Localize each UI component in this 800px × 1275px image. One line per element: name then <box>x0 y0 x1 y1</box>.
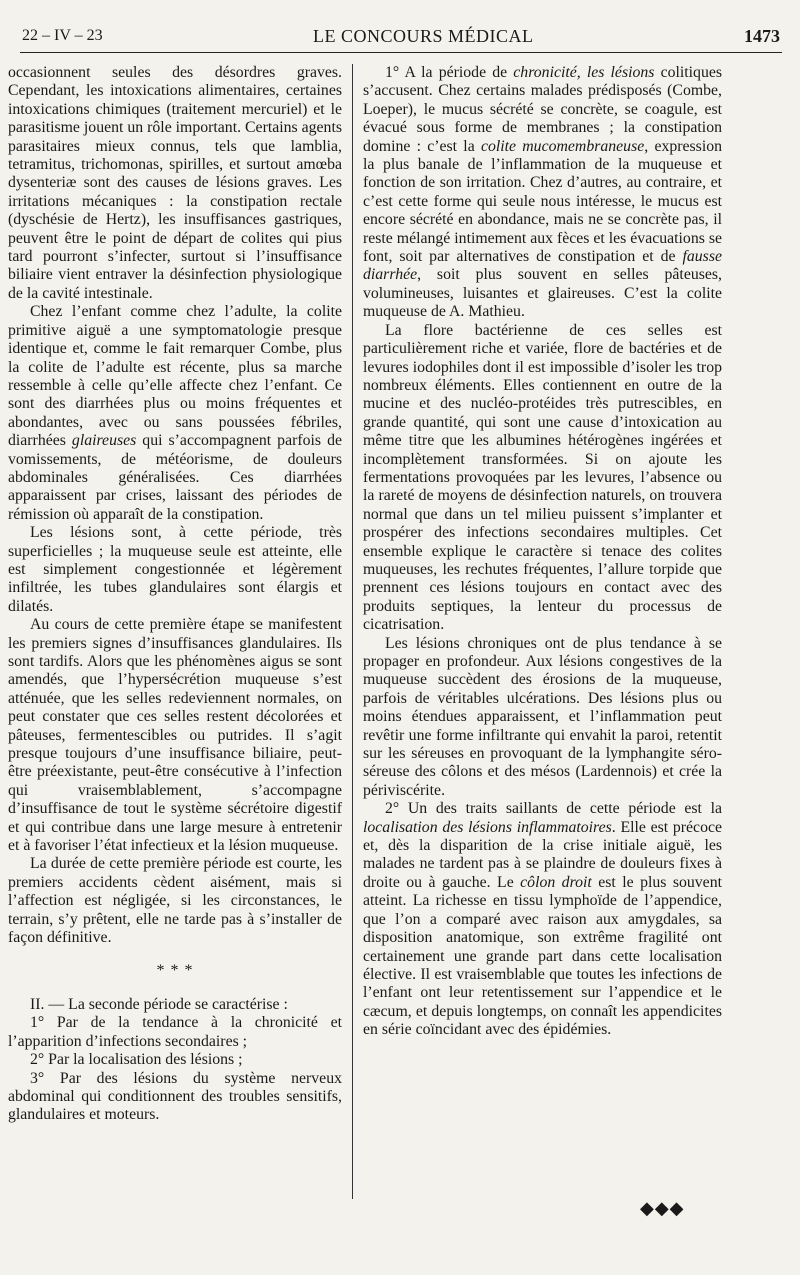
emphasis: côlon droit <box>520 873 592 891</box>
emphasis: colite mucomembraneuse <box>480 137 645 155</box>
journal-title: LE CONCOURS MÉDICAL <box>313 25 534 46</box>
paragraph <box>363 800 722 1039</box>
text-run: . Elle est précoce et, dès la disparition de la crise initiale aiguë, les malades ne tardent pas à se plaindre de douleurs fixes à droite ou à gauche. Le <box>363 818 722 891</box>
paragraph: Les lésions chroniques ont de plus tendance à se propager en profondeur. Aux lésions congestives de la muqueuse succèdent des érosions de la muqueuse, parfois de véritables ulcérations. Des lésions plus ou moins étendues apparaissent, et l’inflammation peut revêtir une forme infiltrante qui envahit la paroi, retentit sur les séreuses en provoquant de la lymphangite séro-séreuse des côlons et des mésos (Lardennois) et crée la périviscérite. <box>363 634 722 799</box>
paragraph: La durée de cette première période est courte, les premiers accidents cèdent aisément, mais si l’affection est négligée, si les circonstances, le terrain, s’y prêtent, elle ne tarde pas à s’installer de façon définitive. <box>8 855 342 947</box>
text-run: 2° Un des traits saillants de cette période est la <box>385 800 722 818</box>
section-separator: * * * <box>156 961 194 979</box>
paragraph: Les lésions sont, à cette période, très superficielles ; la muqueuse seule est atteinte, elle est simplement congestionnée et légèrement infiltrée, les tubes glandulaires sont élargis et dilatés. <box>8 524 342 615</box>
list-item: 3° Par des lésions du système nerveux abdominal qui conditionnent des troubles sensitifs, glandulaires et moteurs. <box>8 1069 342 1124</box>
paragraph <box>8 303 342 524</box>
text-run: , expression la plus banale de l’inflammation de la muqueuse et fonction de son irritation. Chez d’autres, au contraire, et c’est cette forme qui seule nous intéresse, le mucus est encore sécrété en abondance, mais ne se concrète pas, il reste mélangé intimement aux fèces et les évacuations se font, soit par alternatives de constipation et de <box>363 137 722 266</box>
emphasis: chronicité, les lésions <box>513 64 655 81</box>
emphasis: fausse diarrhée <box>363 248 722 284</box>
text-run: Chez l’enfant comme chez l’adulte, la colite primitive aiguë a une symptomatologie presque identique et, comme le fait remarquer Combe, plus la colite de l’adulte est récente, plus sa marche ressemble à celle qu’elle affecte chez l’enfant. Ce sont des diarrhées plus ou moins fréquentes et abondantes, avec ou sans poussées fébriles, diarrhées <box>8 303 342 450</box>
section-heading: II. — La seconde période se caractérise : <box>30 995 288 1013</box>
paragraph <box>363 64 722 322</box>
end-ornament: ◆◆◆ <box>640 1198 685 1218</box>
paragraph: La flore bactérienne de ces selles est particulièrement riche et variée, flore de bactéries et de levures iodophiles dont il est impossible d’isoler les trop nombreux éléments. Elles contiennent en outre de la mucine et des nucléo-protéides très putrescibles, en grande quantité, qui sont une cause d’intoxication au même titre que les albumines hétérogènes ingérées et incomplètement transformées. Si on ajoute les fermentations provoquées par les levures, l’absence ou la rareté de moyens de désinfection naturels, on trouvera normal que dans un tel milieu puissent s’implanter et prospérer des infections secondaires multiples. Cet ensemble explique le caractère si tenace des colites muqueuses, les rechutes fréquentes, l’allure torpide que prennent ces lésions toujours en contact avec des produits septiques, la lenteur du processus de cicatrisation. <box>363 321 722 634</box>
page-number: 1473 <box>743 25 780 46</box>
emphasis: glaireuses <box>71 432 137 450</box>
paragraph: occasionnent seules des désordres graves. Cependant, les intoxications alimentaires, certaines intoxications chimiques (traitement mercuriel) et le parasitisme jouent un rôle important. Certains agents parasitaires mieux connus, tels que lamblia, tetramitus, trichomonas, spirilles, et surtout amœba dysenteriæ sont des causes de lésions graves. Les irritations mécaniques : la constipation rectale (dyschésie de Hertz), les insuffisances gastriques, peuvent être le point de départ de colites qui pius tard pourront s’infecter, surtout si l’insuffisance biliaire vient entraver la désinfection physiologique de la cavité intestinale. <box>8 64 342 302</box>
right-column <box>363 64 722 1040</box>
column-divider <box>352 64 353 1199</box>
period-characteristics-list <box>8 1014 342 1124</box>
page-header <box>22 22 780 50</box>
left-column <box>8 64 342 1125</box>
text-run: qui s’accompagnent parfois de vomissements, de météorisme, de douleurs abdominales généralisées. Ces diarrhées apparaissent par crises, laissant des périodes de rémission où apparaît de la constipation. <box>8 432 342 523</box>
paragraph: Au cours de cette première étape se manifestent les premiers signes d’insuffisances glandulaires. Ils sont tardifs. Alors que les phénomènes aigus se sont amendés, que l’hypersécrétion muqueuse s’est atténuée, que les selles redeviennent normales, on peut constater que ces selles restent décolorées et pâteuses, fermentescibles ou putrides. Il s’agit presque toujours d’une insuffisance biliaire, peut-être préexistante, peut-être consécutive à l’infection qui vraisemblablement, s’accompagne d’insuffisance de tout le système sécrétoire digestif et qui contribue dans une large mesure à entretenir et à favoriser l’état infectieux et la lésion muqueuse. <box>8 616 342 855</box>
issue-date: 22 – IV – 23 <box>22 27 103 44</box>
header-rule <box>20 52 782 53</box>
text-run: est le plus souvent atteint. La richesse en tissu lymphoïde de l’appendice, que l’on a comparé avec raison aux amygdales, sa disposition anatomique, son extrême fragilité ont certainement une grande part dans cette localisation élective. Il est vraisemblable que toutes les infections de l’enfant ont leur retentissement sur l’appendice et le cæcum, et depuis longtemps, on connaît les appendicites en série coïncidant avec des épidémies. <box>363 873 722 1039</box>
list-item: 1° Par de la tendance à la chronicité et l’apparition d’infections secondaires ; <box>8 1014 342 1050</box>
text-run: 1° A la période de <box>385 64 514 81</box>
text-run: , soit plus souvent en selles pâteuses, volumineuses, luisantes et glaireuses. C’est la colite muqueuse de A. Mathieu. <box>363 266 722 321</box>
list-item: 2° Par la localisation des lésions ; <box>30 1051 243 1069</box>
text-run: colitiques s’accusent. Chez certains malades prédisposés (Combe, Loeper), le mucus sécrété se concrète, se coagule, est évacué sous forme de membranes ; la constipation domine : c’est la <box>363 64 723 155</box>
emphasis: localisation des lésions inflammatoires <box>363 818 612 836</box>
